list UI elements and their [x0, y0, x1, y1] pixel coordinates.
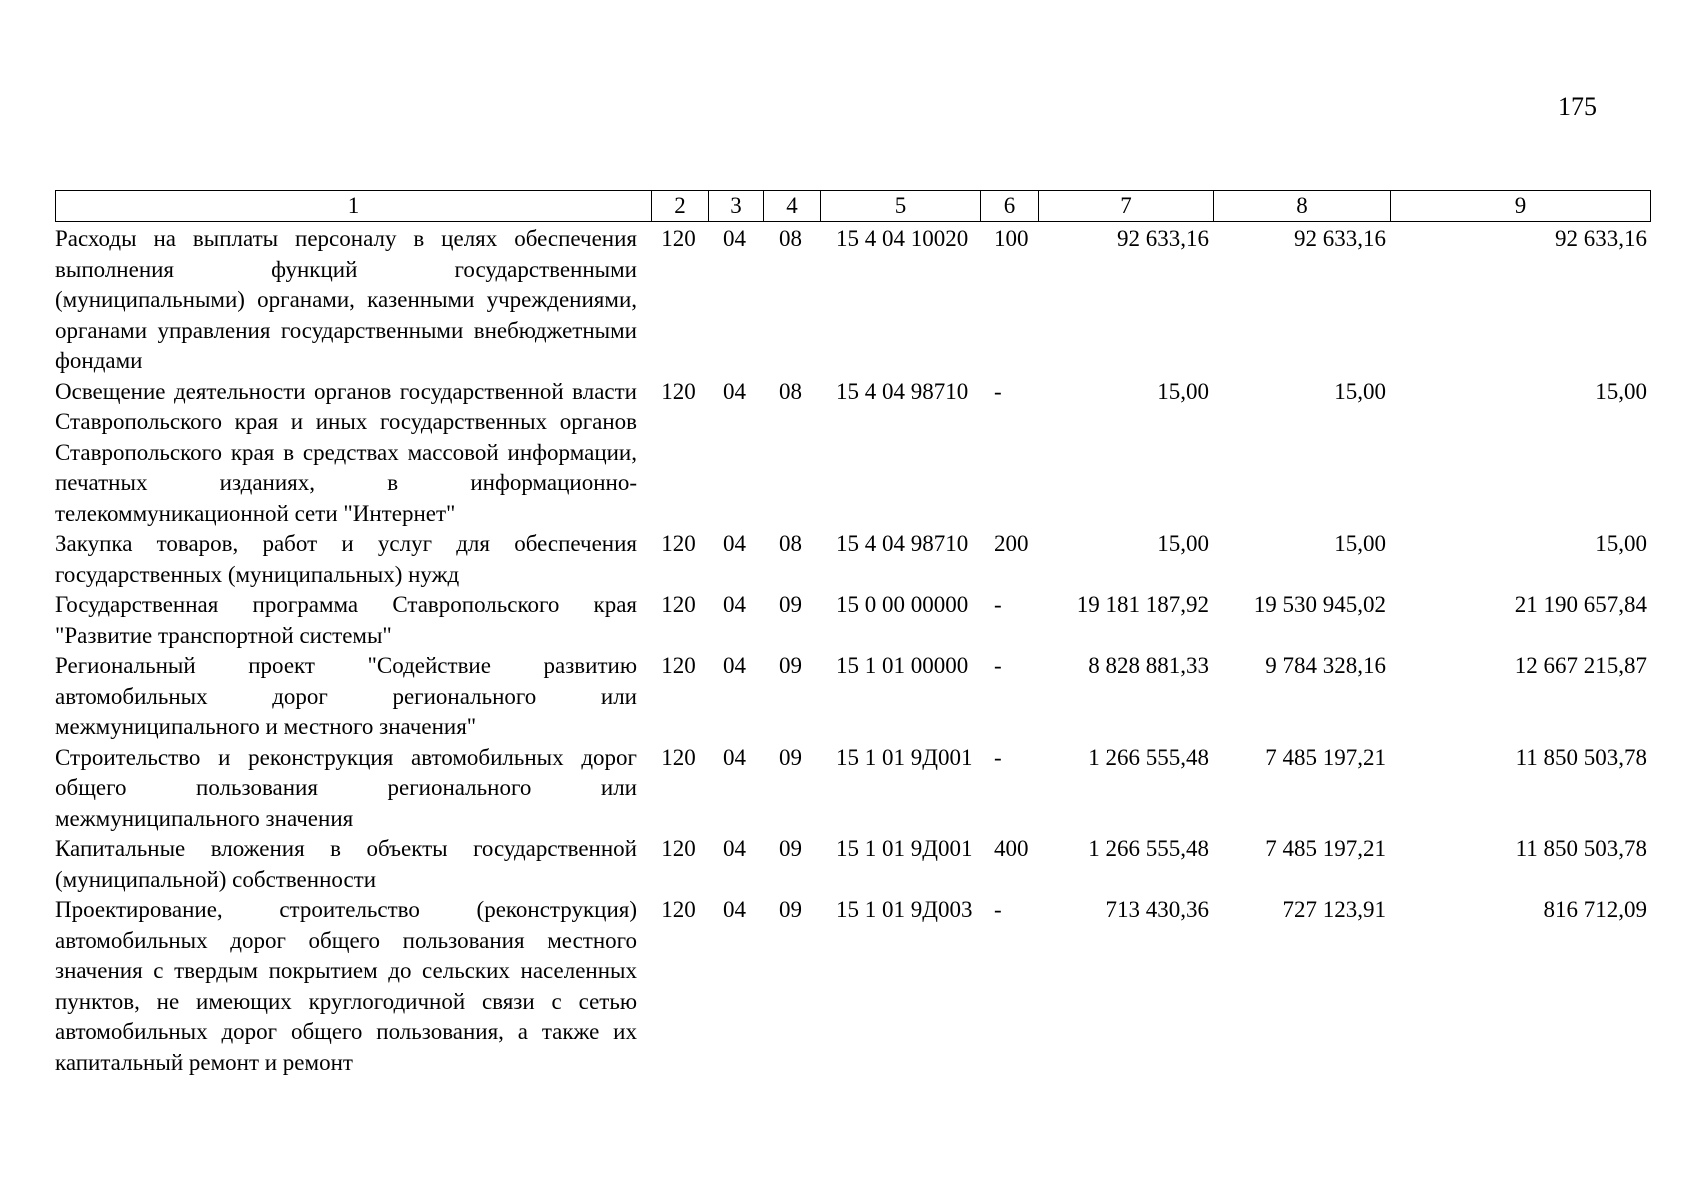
row-col-5: 15 4 04 98710 — [836, 378, 969, 404]
page-number: 175 — [1558, 92, 1597, 121]
row-col-6: - — [994, 653, 1002, 678]
row-col-3: 04 — [723, 744, 746, 770]
row-col-3: 04 — [723, 378, 746, 404]
row-col-6: - — [994, 744, 1002, 770]
row-col-5: 15 1 01 9Д001 — [836, 744, 973, 770]
row-col-4: 09 — [779, 897, 802, 922]
table-row — [55, 529, 1651, 590]
row-col-6: - — [994, 897, 1002, 922]
row-name: Расходы на выплаты персоналу в целях обеспечения выполнения функций государственными (муниципальными) органами, казенными учреждениями, органами управления государственными внебюджетными фондами — [55, 226, 637, 373]
row-col-8: 19 530 945,02 — [1253, 592, 1386, 617]
row-col-5: 15 1 01 9Д001 — [836, 836, 973, 861]
header-col-1: 1 — [55, 190, 651, 222]
header-col-7: 7 — [1038, 190, 1213, 222]
row-col-3: 04 — [723, 226, 746, 251]
row-col-9: 21 190 657,84 — [1514, 592, 1647, 617]
row-col-8: 92 633,16 — [1294, 226, 1386, 251]
row-col-7: 19 181 187,92 — [1076, 592, 1209, 617]
row-name: Государственная программа Ставропольского края "Развитие транспортной системы" — [55, 592, 637, 648]
budget-table — [55, 190, 1651, 1078]
row-col-7: 8 828 881,33 — [1088, 653, 1209, 678]
row-col-7: 713 430,36 — [1105, 897, 1209, 922]
row-col-9: 12 667 215,87 — [1514, 653, 1647, 678]
row-col-2: 120 — [661, 653, 696, 678]
table-row — [55, 590, 1651, 651]
row-col-8: 15,00 — [1334, 531, 1386, 556]
row-col-5: 15 1 01 00000 — [836, 653, 969, 678]
row-col-7: 1 266 555,48 — [1088, 744, 1209, 770]
header-col-6: 6 — [980, 190, 1038, 222]
row-col-3: 04 — [723, 531, 746, 556]
row-col-8: 7 485 197,21 — [1265, 744, 1386, 770]
header-col-4: 4 — [763, 190, 820, 222]
row-col-9: 15,00 — [1595, 531, 1647, 556]
row-col-3: 04 — [723, 897, 746, 922]
table-row — [55, 377, 1651, 530]
row-col-6: 100 — [994, 226, 1029, 251]
header-col-2: 2 — [651, 190, 708, 222]
row-col-5: 15 4 04 98710 — [836, 531, 969, 556]
row-col-6: 200 — [994, 531, 1029, 556]
row-col-8: 727 123,91 — [1282, 897, 1386, 922]
table-row — [55, 222, 1651, 377]
row-col-2: 120 — [661, 897, 696, 922]
row-col-4: 09 — [779, 836, 802, 861]
table-row — [55, 743, 1651, 835]
row-col-2: 120 — [661, 378, 696, 404]
row-col-7: 1 266 555,48 — [1088, 836, 1209, 861]
table-body — [55, 222, 1651, 1078]
row-col-5: 15 4 04 10020 — [836, 226, 969, 251]
row-col-8: 9 784 328,16 — [1265, 653, 1386, 678]
header-col-5: 5 — [820, 190, 980, 222]
row-col-7: 15,00 — [1157, 378, 1209, 404]
row-col-6: - — [994, 378, 1002, 404]
row-col-4: 08 — [779, 531, 802, 556]
header-row — [55, 190, 1651, 222]
row-col-4: 09 — [779, 653, 802, 678]
row-col-4: 08 — [779, 378, 802, 404]
row-col-2: 120 — [661, 531, 696, 556]
table-row — [55, 834, 1651, 895]
row-col-9: 15,00 — [1595, 378, 1647, 404]
row-col-6: - — [994, 592, 1002, 617]
row-name: Строительство и реконструкция автомобильных дорог общего пользования регионального или межмуниципального значения — [55, 744, 637, 831]
header-col-3: 3 — [708, 190, 763, 222]
row-col-3: 04 — [723, 592, 746, 617]
row-col-2: 120 — [661, 836, 696, 861]
row-col-4: 09 — [779, 592, 802, 617]
row-col-3: 04 — [723, 836, 746, 861]
row-col-5: 15 1 01 9Д003 — [836, 897, 973, 922]
row-col-3: 04 — [723, 653, 746, 678]
row-col-8: 15,00 — [1334, 378, 1386, 404]
row-col-4: 09 — [779, 744, 802, 770]
row-name: Капитальные вложения в объекты государственной (муниципальной) собственности — [55, 836, 637, 892]
row-name: Региональный проект "Содействие развитию автомобильных дорог регионального или межмуниципального и местного значения" — [55, 653, 637, 739]
header-col-9: 9 — [1390, 190, 1651, 222]
row-col-7: 15,00 — [1157, 531, 1209, 556]
row-name: Проектирование, строительство (реконструкция) автомобильных дорог общего пользования местного значения с твердым покрытием до сельских населенных пунктов, не имеющих круглогодичной связи с сетью автомобильных дорог общего пользования, а также их капитальный ремонт и ремонт — [55, 897, 637, 1075]
row-col-2: 120 — [661, 744, 696, 770]
table-row — [55, 895, 1651, 1078]
row-col-9: 92 633,16 — [1555, 226, 1647, 251]
table-header — [55, 190, 1651, 222]
table-row — [55, 651, 1651, 743]
row-col-2: 120 — [661, 592, 696, 617]
row-col-6: 400 — [994, 836, 1029, 861]
row-col-4: 08 — [779, 226, 802, 251]
row-col-9: 816 712,09 — [1543, 897, 1647, 922]
row-col-8: 7 485 197,21 — [1265, 836, 1386, 861]
row-col-9: 11 850 503,78 — [1515, 744, 1647, 770]
row-name: Закупка товаров, работ и услуг для обеспечения государственных (муниципальных) нужд — [55, 531, 637, 587]
header-col-8: 8 — [1213, 190, 1390, 222]
row-col-7: 92 633,16 — [1117, 226, 1209, 251]
row-col-2: 120 — [661, 226, 696, 251]
row-col-9: 11 850 503,78 — [1515, 836, 1647, 861]
row-col-5: 15 0 00 00000 — [836, 592, 969, 617]
row-name: Освещение деятельности органов государственной власти Ставропольского края и иных государственных органов Ставропольского края в средствах массовой информации, печатных изданиях, в информационно-телекоммуникационной сети "Интернет" — [55, 378, 637, 526]
